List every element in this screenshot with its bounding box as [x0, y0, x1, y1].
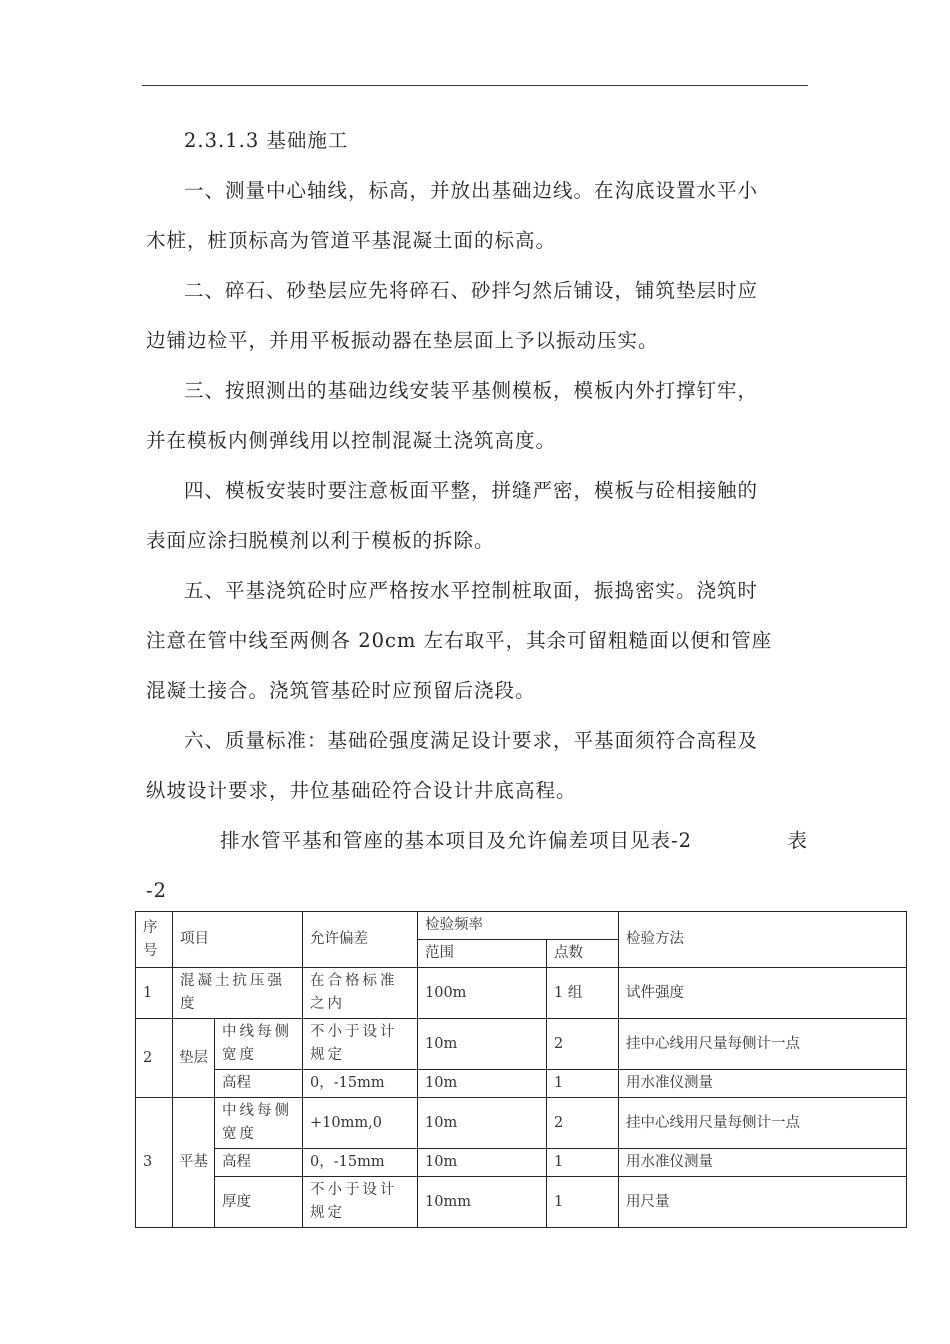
- cell-deviation: 0，-15mm: [303, 1070, 418, 1098]
- section-heading: 2.3.1.3 基础施工: [184, 129, 349, 152]
- table-header-row: [136, 912, 907, 940]
- table-caption: [146, 816, 808, 866]
- header-rule: [142, 85, 808, 86]
- cell-seq: 3: [136, 1098, 173, 1228]
- table-row: [136, 1098, 907, 1149]
- paragraph-2: [146, 266, 808, 366]
- paragraph-line: 混凝土接合。浇筑管基砼时应预留后浇段。: [146, 679, 536, 702]
- cell-deviation: 在合格标准之内: [303, 968, 418, 1019]
- cell-item: 厚度: [215, 1177, 303, 1228]
- cell-points: 1: [547, 1149, 619, 1177]
- paragraph-line: 表面应涂扫脱模剂以利于模板的拆除。: [146, 529, 495, 552]
- cell-points: 1: [547, 1177, 619, 1228]
- cell-range: 10mm: [418, 1177, 547, 1228]
- table-row: [136, 1070, 907, 1098]
- paragraph-4: [146, 466, 808, 566]
- table-caption-text: 排水管平基和管座的基本项目及允许偏差项目见表-2: [220, 829, 692, 852]
- paragraph-line: 二、碎石、砂垫层应先将碎石、砂拌匀然后铺设，铺筑垫层时应: [184, 279, 759, 302]
- paragraph-line: 边铺边检平，并用平板振动器在垫层面上予以振动压实。: [146, 329, 659, 352]
- cell-range: 10m: [418, 1070, 547, 1098]
- cell-item: 中线每侧宽度: [215, 1098, 303, 1149]
- cell-method: 用尺量: [619, 1177, 907, 1228]
- cell-points: 2: [547, 1098, 619, 1149]
- paragraph-1: [146, 166, 808, 266]
- cell-method: 挂中心线用尺量每侧计一点: [619, 1098, 907, 1149]
- header-range: 范围: [418, 940, 547, 968]
- cell-deviation: 不小于设计规定: [303, 1177, 418, 1228]
- paragraph-5: [146, 566, 808, 716]
- header-method: 检验方法: [619, 912, 907, 968]
- cell-seq: 1: [136, 968, 173, 1019]
- cell-group: 垫层: [173, 1019, 215, 1098]
- header-item: 项目: [173, 912, 303, 968]
- table-row: [136, 1149, 907, 1177]
- cell-group: 平基: [173, 1098, 215, 1228]
- table-caption-wrap: -2: [146, 879, 167, 902]
- cell-method: 挂中心线用尺量每侧计一点: [619, 1019, 907, 1070]
- table-row: [136, 1019, 907, 1070]
- table-row: [136, 1177, 907, 1228]
- cell-method: 试件强度: [619, 968, 907, 1019]
- header-deviation: 允许偏差: [303, 912, 418, 968]
- paragraph-6: [146, 716, 808, 816]
- paragraph-3: [146, 366, 808, 466]
- cell-range: 10m: [418, 1019, 547, 1070]
- paragraph-line: 并在模板内侧弹线用以控制混凝土浇筑高度。: [146, 429, 557, 452]
- header-frequency: 检验频率: [418, 912, 619, 940]
- paragraph-line: 三、按照测出的基础边线安装平基侧模板，模板内外打撑钉牢，: [184, 379, 759, 402]
- header-points: 点数: [547, 940, 619, 968]
- deviation-table: [135, 911, 907, 1228]
- cell-points: 2: [547, 1019, 619, 1070]
- cell-deviation: +10mm,0: [303, 1098, 418, 1149]
- cell-deviation: 不小于设计规定: [303, 1019, 418, 1070]
- paragraph-line: 一、测量中心轴线，标高，并放出基础边线。在沟底设置水平小: [184, 179, 759, 202]
- cell-range: 10m: [418, 1098, 547, 1149]
- paragraph-line: 四、模板安装时要注意板面平整，拼缝严密，模板与砼相接触的: [184, 479, 759, 502]
- cell-item: 混凝土抗压强度: [173, 968, 303, 1019]
- cell-points: 1 组: [547, 968, 619, 1019]
- cell-item: 中线每侧宽度: [215, 1019, 303, 1070]
- paragraph-line: 六、质量标准：基础砼强度满足设计要求，平基面须符合高程及: [184, 729, 759, 752]
- paragraph-line: 纵坡设计要求，井位基础砼符合设计井底高程。: [146, 779, 577, 802]
- paragraph-line: 木桩，桩顶标高为管道平基混凝土面的标高。: [146, 229, 557, 252]
- cell-item: 高程: [215, 1149, 303, 1177]
- cell-range: 10m: [418, 1149, 547, 1177]
- paragraph-line: 注意在管中线至两侧各 20cm 左右取平，其余可留粗糙面以便和管座: [146, 629, 773, 652]
- paragraph-line: 五、平基浇筑砼时应严格按水平控制桩取面，振捣密实。浇筑时: [184, 579, 759, 602]
- cell-points: 1: [547, 1070, 619, 1098]
- cell-item: 高程: [215, 1070, 303, 1098]
- cell-deviation: 0，-15mm: [303, 1149, 418, 1177]
- table-row: [136, 968, 907, 1019]
- cell-method: 用水准仪测量: [619, 1149, 907, 1177]
- cell-range: 100m: [418, 968, 547, 1019]
- cell-method: 用水准仪测量: [619, 1070, 907, 1098]
- table-caption-tail: 表: [787, 829, 808, 852]
- cell-seq: 2: [136, 1019, 173, 1098]
- header-seq: 序号: [136, 912, 173, 968]
- document-body: [146, 116, 808, 916]
